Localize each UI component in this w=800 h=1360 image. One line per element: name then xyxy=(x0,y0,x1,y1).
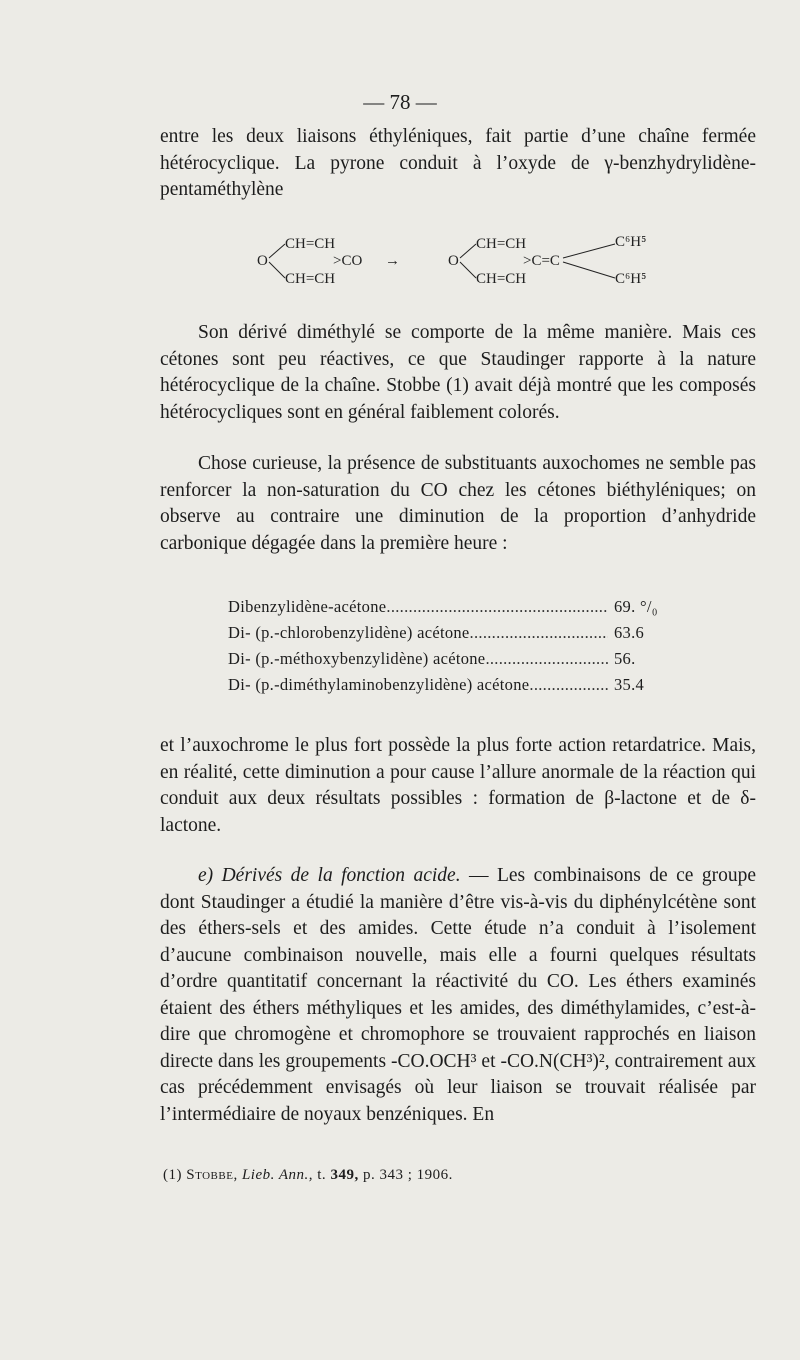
footnote-mark: (1) xyxy=(163,1167,182,1183)
table-row-label: Di- (p.-chlorobenzylidène) acétone xyxy=(228,623,470,642)
formula-arrow: → xyxy=(385,253,400,269)
footnote-author: Stobbe, xyxy=(186,1167,238,1183)
footnote-volume: 349, xyxy=(330,1167,359,1183)
leader-dots xyxy=(529,672,608,698)
formula-left-ring-bottom: CH=CH xyxy=(285,271,336,287)
chemical-formula xyxy=(255,228,695,298)
formula-right-ring-top: CH=CH xyxy=(476,236,527,252)
table-row-label: Di- (p.-diméthylaminobenzylidène) acétone xyxy=(228,675,530,694)
formula-left-ring-top: CH=CH xyxy=(285,236,336,252)
formula-right-o: O xyxy=(448,253,459,269)
footnote-tome: t. xyxy=(317,1167,327,1183)
leader-dots xyxy=(485,646,608,672)
table-row-value: 69. °/₀ xyxy=(614,597,658,616)
table-row xyxy=(228,672,698,698)
table-row-value: 63.6 xyxy=(614,623,645,642)
formula-phenyl-top: C⁶H⁵ xyxy=(615,234,647,250)
paragraph-4: et l’auxochrome le plus fort possède la plus forte action retardatrice. Mais, en réalité, cette diminution a pour cause l’allure anormale de la réaction qui conduit aux deux résultats possibles : formation de β-lactone et de δ-lactone. xyxy=(160,735,756,836)
table-row-label: Di- (p.-méthoxybenzylidène) acétone xyxy=(228,649,486,668)
formula-left-co: >CO xyxy=(333,253,363,269)
leader-dots xyxy=(470,620,608,646)
formula-right-ring-bottom: CH=CH xyxy=(476,271,527,287)
paragraph-1: entre les deux liaisons éthyléniques, fait partie d’une chaîne fermée hétérocyclique. La pyrone conduit à l’oxyde de γ-benzhydrylidène-pentaméthylène xyxy=(160,126,756,200)
table-row xyxy=(228,594,698,620)
formula-right-cc: >C=C xyxy=(523,253,560,269)
paragraph-5 xyxy=(160,863,756,1128)
footnote xyxy=(163,1167,453,1184)
footnote-journal: Lieb. Ann., xyxy=(241,1167,314,1183)
page-number: — 78 — xyxy=(363,90,437,114)
paragraph-5-text: — Les combinaisons de ce groupe dont Staudinger a étudié la manière d’être vis-à-vis du diphénylcétène sont des éthers-sels et des amides. Cette étude n’a conduit à l’isolement d’aucune combinaison nouvelle, mais elle a fourni quelques résultats d’ordre quantitatif concernant la réactivité du CO. Les éthers examinés étaient des éthers méthyliques et les amides, des diméthylamides, c’est-à-dire que chromogène et chromophore se trouvaient rapprochés en liaison directe dans les groupements -CO.OCH³ et -CO.N(CH³)², contrairement aux cas précédemment envisagés où leur liaison se trouvait réalisée par l’intermédiaire de noyaux benzéniques. En xyxy=(160,865,757,1125)
section-label: e) Dérivés de la fonction acide. xyxy=(198,865,461,886)
table-row-value: 35.4 xyxy=(614,675,645,694)
paragraph-3: Chose curieuse, la présence de substituants auxochomes ne semble pas renforcer la non-saturation du CO chez les cétones biéthyléniques; on observe au contraire une diminution de la proportion d’anhydride carbonique dégagée dans la première heure : xyxy=(160,453,756,554)
leader-dots xyxy=(386,594,608,620)
formula-phenyl-bottom: C⁶H⁵ xyxy=(615,271,647,287)
yield-table xyxy=(228,594,698,698)
table-row-label: Dibenzylidène-acétone xyxy=(228,597,387,616)
table-row-value: 56. xyxy=(614,649,636,668)
paragraph-2: Son dérivé diméthylé se comporte de la même manière. Mais ces cétones sont peu réactives, ce que Staudinger rapporte à la nature hétérocyclique de la chaîne. Stobbe (1) avait déjà montré que les composés hétérocycliques sont en général faiblement colorés. xyxy=(160,322,756,423)
table-row xyxy=(228,646,698,672)
formula-left-o: O xyxy=(257,253,268,269)
formula-drawing xyxy=(255,228,695,298)
table-row xyxy=(228,620,698,646)
footnote-rest: p. 343 ; 1906. xyxy=(362,1167,453,1183)
